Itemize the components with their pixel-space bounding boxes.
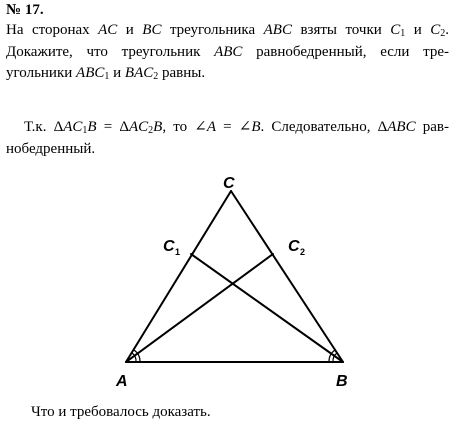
conclusion-text: Что и требовалось доказать. <box>31 404 211 420</box>
label-C1-subscript: 1 <box>175 247 181 257</box>
problem-line-1: На сторонах AC и BC треугольника ABC взяты точки $C_1$ и $C_2$. <box>6 22 450 39</box>
problem-line-2: Докажите, что треугольник ABC равнобедренный, если тре- <box>6 43 449 60</box>
side-AC <box>126 191 231 362</box>
label-C2: C <box>288 238 300 255</box>
side-BC <box>231 191 343 362</box>
label-C: C <box>223 175 235 192</box>
problem-number: № 17. <box>6 2 44 18</box>
angle-marks <box>132 350 337 362</box>
label-B: B <box>336 373 348 390</box>
problem-line-3: угольники $ABC_1$ и $BAC_2$ равны. <box>6 65 206 82</box>
solution-line-2: нобедренный. <box>6 140 96 157</box>
label-C1: C <box>163 238 175 255</box>
label-C2-subscript: 2 <box>300 247 306 257</box>
label-A: A <box>116 373 128 390</box>
solution-line-1: Т.к. $\Delta AC_1B = \Delta AC_2B$, то ∠A = ∠B. Следовательно, ΔABC рав- <box>24 119 449 136</box>
segment-A-C2 <box>126 254 273 362</box>
segment-B-C1 <box>191 254 343 362</box>
